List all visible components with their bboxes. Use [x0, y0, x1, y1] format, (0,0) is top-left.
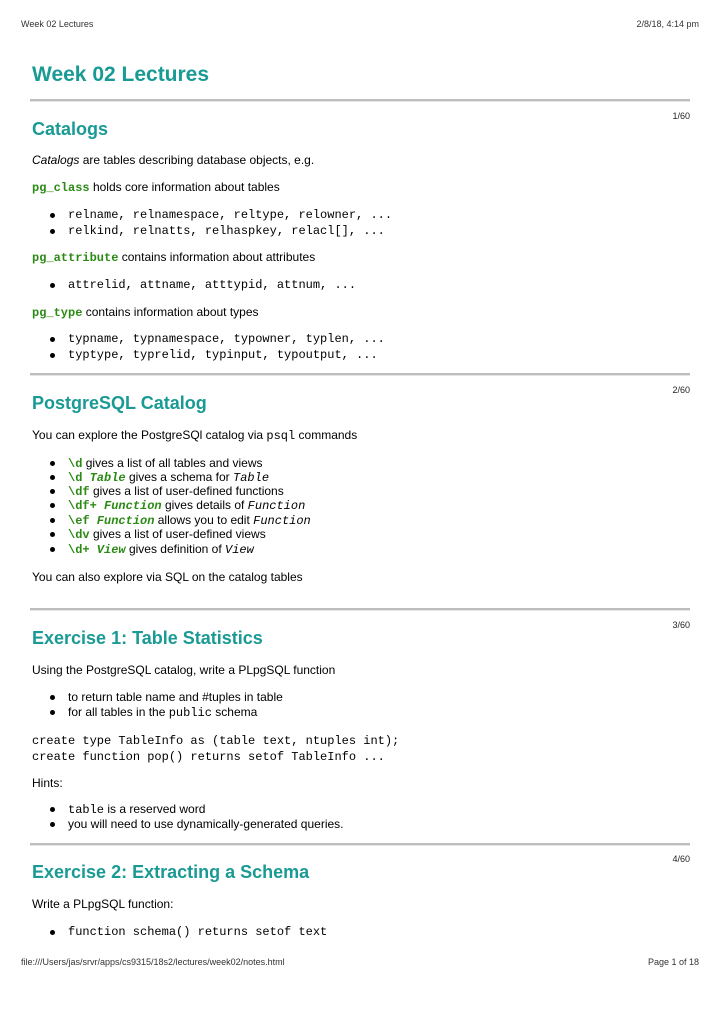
slide-title: Catalogs: [32, 119, 109, 139]
slide-header-2: [32, 385, 690, 415]
slide-divider: [30, 843, 690, 846]
slide-title: PostgreSQL Catalog: [32, 393, 207, 413]
slide-header-3: [32, 620, 690, 650]
slide-header-1: [32, 111, 690, 141]
slide-title: Exercise 1: Table Statistics: [32, 628, 263, 648]
print-header-datetime: 2/8/18, 4:14 pm: [636, 19, 699, 29]
page-title-wrap: [32, 58, 692, 91]
slide-divider: [30, 373, 690, 376]
paragraph: Using the PostgreSQL catalog, write a PLpgSQL function: [32, 663, 336, 677]
catalog-table-name: pg_class: [32, 181, 90, 195]
code-line: create function pop() returns setof TableInfo ...: [32, 750, 385, 764]
print-header-title: Week 02 Lectures: [21, 19, 94, 29]
slide-title: Exercise 2: Extracting a Schema: [32, 862, 310, 882]
print-header: [21, 19, 699, 33]
paragraph: Catalogs are tables describing database objects, e.g.: [32, 153, 315, 167]
inline-code: public: [168, 706, 212, 720]
slide-number: 2/60: [672, 385, 690, 395]
inline-code: psql: [266, 429, 296, 443]
slide-number: 4/60: [672, 854, 690, 864]
paragraph: You can also explore via SQL on the catalog tables: [32, 570, 303, 584]
paragraph: pg_attribute contains information about attributes: [32, 250, 316, 265]
page-title: Week 02 Lectures: [32, 63, 210, 86]
paragraph: pg_class holds core information about tables: [32, 180, 280, 195]
catalog-table-name: pg_type: [32, 306, 83, 320]
print-footer-url: file:///Users/jas/srvr/apps/cs9315/18s2/lectures/week02/notes.html: [21, 957, 285, 967]
slide-number: 1/60: [672, 111, 690, 121]
print-footer-page: Page 1 of 18: [647, 957, 699, 967]
emphasis: Catalogs: [32, 153, 80, 167]
code-line: create type TableInfo as (table text, ntuples int);: [32, 734, 400, 748]
slide-number: 3/60: [672, 620, 690, 630]
print-footer: [21, 957, 699, 971]
catalog-table-name: pg_attribute: [32, 251, 119, 265]
paragraph: Hints:: [32, 776, 63, 790]
paragraph: pg_type contains information about types: [32, 305, 259, 320]
slide-header-4: [32, 854, 690, 884]
slide-divider: [30, 99, 690, 102]
slide-divider: [30, 608, 690, 611]
inline-code: table: [68, 803, 105, 817]
paragraph: You can explore the PostgreSQl catalog via psql commands: [32, 428, 358, 443]
paragraph: Write a PLpgSQL function:: [32, 897, 174, 911]
